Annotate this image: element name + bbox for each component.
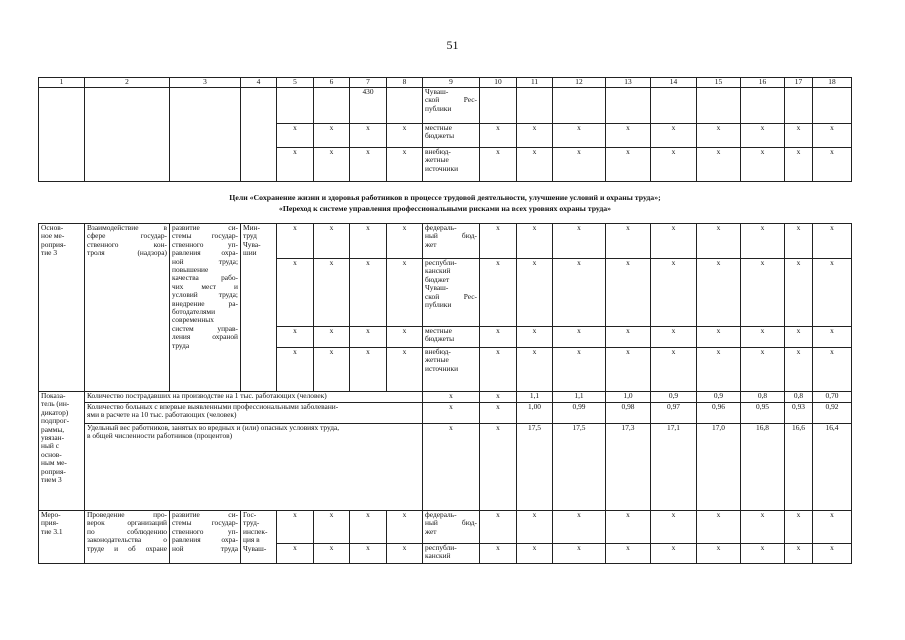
funding-source: внебюд- жетные источники: [423, 348, 480, 392]
column-number: 6: [314, 78, 350, 88]
measure-goal: развитие си- стемы государ- ственного уп- равления охра- ной труда; повышение качества рабо- чих мест и условий труда; внедрение ра- ботодателями современных систем управ- ления охраной труда: [170, 224, 241, 392]
indicator-row: [39, 403, 852, 424]
cell-value: x: [741, 544, 785, 564]
cell-value: x: [553, 148, 606, 182]
goal-heading: [39, 182, 852, 224]
funding-source: республи- канский: [423, 544, 480, 564]
cell-c5: x: [277, 544, 314, 564]
cell-c6: [314, 88, 350, 124]
column-number: 13: [606, 78, 651, 88]
column-number: 11: [517, 78, 553, 88]
measure-title: Проведение про- верок организаций по соблюдению законодательства о труде и об охране: [85, 511, 170, 564]
cell-value: x: [517, 259, 553, 327]
indicator-value: 1,1: [517, 392, 553, 403]
cell-c8: [387, 88, 423, 124]
indicator-row: [39, 392, 852, 403]
indicator-name: Количество больных с впервые выявленными профессиональными заболевани- ями в расчете на 10 тыс. работающих (человек): [85, 403, 423, 424]
cell-c5: x: [277, 327, 314, 348]
cell-c5: x: [277, 224, 314, 259]
column-number: 9: [423, 78, 480, 88]
cell-value: x: [553, 348, 606, 392]
cell-value: x: [741, 124, 785, 148]
indicator-value: 0,8: [785, 392, 813, 403]
cell-c8: x: [387, 124, 423, 148]
cell-value: x: [697, 327, 741, 348]
cell-value: x: [651, 124, 697, 148]
column-number: 1: [39, 78, 85, 88]
empty-cell: [85, 88, 170, 182]
cell-value: x: [517, 327, 553, 348]
cell-value: x: [480, 544, 517, 564]
cell-c6: x: [314, 348, 350, 392]
cell-value: x: [553, 327, 606, 348]
indicator-value: 16,4: [813, 424, 852, 511]
indicator-value: 1,00: [517, 403, 553, 424]
cell-value: x: [553, 544, 606, 564]
cell-value: x: [697, 511, 741, 544]
cell-c6: x: [314, 544, 350, 564]
indicator-value: 0,95: [741, 403, 785, 424]
cell-c7: x: [350, 148, 387, 182]
indicator-name: Количество пострадавших на производстве на 1 тыс. работающих (человек): [85, 392, 423, 403]
cell-value: x: [785, 148, 813, 182]
cell-c6: x: [314, 148, 350, 182]
indicator-value: 0,93: [785, 403, 813, 424]
cell-c5: [277, 88, 314, 124]
cell-value: x: [606, 327, 651, 348]
cell-value: [480, 88, 517, 124]
cell-c7: x: [350, 348, 387, 392]
cell-c8: x: [387, 148, 423, 182]
budget-table-sheet: [38, 77, 847, 564]
cell-value: x: [606, 348, 651, 392]
cell-c7: 430: [350, 88, 387, 124]
cell-c6: x: [314, 511, 350, 544]
indicator-value: x: [480, 424, 517, 511]
indicator-value: 0,8: [741, 392, 785, 403]
cell-value: x: [741, 348, 785, 392]
cell-c8: x: [387, 544, 423, 564]
column-number: 15: [697, 78, 741, 88]
cell-value: x: [741, 224, 785, 259]
cell-value: [697, 88, 741, 124]
indicator-value: 17,5: [553, 424, 606, 511]
measure-goal: развитие си- стемы государ- ственного уп- равления охра- ной труда: [170, 511, 241, 564]
cell-value: [741, 88, 785, 124]
cell-c6: x: [314, 259, 350, 327]
cell-value: x: [813, 511, 852, 544]
indicator-value: 17,3: [606, 424, 651, 511]
cell-value: x: [813, 148, 852, 182]
column-number: 16: [741, 78, 785, 88]
cell-value: x: [697, 544, 741, 564]
cell-value: [517, 88, 553, 124]
column-number: 17: [785, 78, 813, 88]
cell-value: x: [813, 224, 852, 259]
cell-c7: x: [350, 124, 387, 148]
cell-value: x: [785, 224, 813, 259]
cell-value: x: [651, 224, 697, 259]
cell-c7: x: [350, 259, 387, 327]
cell-c7: x: [350, 511, 387, 544]
cell-value: [606, 88, 651, 124]
cell-value: x: [651, 327, 697, 348]
column-number: 18: [813, 78, 852, 88]
cell-c8: x: [387, 259, 423, 327]
cell-value: x: [606, 259, 651, 327]
empty-cell: [241, 88, 277, 182]
cell-value: x: [741, 327, 785, 348]
indicator-value: 1,1: [553, 392, 606, 403]
indicator-value: 17,1: [651, 424, 697, 511]
cell-9: x: [423, 403, 480, 424]
column-number: 5: [277, 78, 314, 88]
indicator-value: 16,6: [785, 424, 813, 511]
indicator-value: 0,99: [553, 403, 606, 424]
indicator-value: 16,8: [741, 424, 785, 511]
indicator-value: 0,97: [651, 403, 697, 424]
cell-value: x: [480, 148, 517, 182]
cell-c8: x: [387, 327, 423, 348]
cell-value: x: [651, 259, 697, 327]
indicator-name: Удельный вес работников, занятых во вредных и (или) опасных условиях труда, в общей численности работников (процентов): [85, 424, 423, 511]
indicator-value: 1,0: [606, 392, 651, 403]
cell-value: x: [480, 327, 517, 348]
indicator-value: x: [480, 403, 517, 424]
goal-text: Цели «Сохранение жизни и здоровья работников в процессе трудовой деятельности, улучшение условий и охраны труда»; «Переход к системе управления профессиональными рисками на всех уровнях охраны труда»: [229, 192, 661, 213]
cell-value: [813, 88, 852, 124]
cell-c5: x: [277, 511, 314, 544]
cell-value: x: [813, 327, 852, 348]
indicator-value: 17,0: [697, 424, 741, 511]
funding-source: Чуваш- ской Рес- публики: [423, 88, 480, 124]
indicator-row: [39, 424, 852, 511]
table-row: [39, 88, 852, 124]
funding-source: местные бюджеты: [423, 327, 480, 348]
cell-value: x: [697, 224, 741, 259]
cell-9: x: [423, 424, 480, 511]
measure-label: Основ- ное ме- роприя- тие 3: [39, 224, 85, 392]
funding-source: федераль- ный бюд- жет: [423, 511, 480, 544]
cell-value: x: [813, 348, 852, 392]
cell-c7: x: [350, 224, 387, 259]
empty-cell: [39, 88, 85, 182]
column-number: 7: [350, 78, 387, 88]
column-number: 2: [85, 78, 170, 88]
cell-value: x: [813, 259, 852, 327]
cell-value: x: [517, 348, 553, 392]
measure-executor: Гос- труд- инспек- ция в Чуваш-: [241, 511, 277, 564]
cell-c7: x: [350, 544, 387, 564]
cell-value: [553, 88, 606, 124]
measure-label: Меро- прия- тие 3.1: [39, 511, 85, 564]
column-number: 8: [387, 78, 423, 88]
indicator-value: 0,92: [813, 403, 852, 424]
cell-value: x: [606, 124, 651, 148]
funding-source: федераль- ный бюд- жет: [423, 224, 480, 259]
cell-value: [651, 88, 697, 124]
funding-source: республи- канский бюджет Чуваш- ской Рес- публики: [423, 259, 480, 327]
empty-cell: [170, 88, 241, 182]
cell-value: x: [813, 544, 852, 564]
cell-value: x: [517, 511, 553, 544]
cell-c6: x: [314, 124, 350, 148]
cell-value: x: [553, 511, 606, 544]
cell-value: x: [651, 511, 697, 544]
page-number: 51: [446, 38, 459, 52]
cell-value: x: [697, 148, 741, 182]
funding-source: местные бюджеты: [423, 124, 480, 148]
indicator-value: 0,70: [813, 392, 852, 403]
goal-row: [39, 182, 852, 224]
cell-c7: x: [350, 327, 387, 348]
cell-value: x: [517, 544, 553, 564]
cell-value: x: [741, 511, 785, 544]
cell-value: x: [785, 259, 813, 327]
cell-value: x: [553, 224, 606, 259]
cell-value: x: [480, 224, 517, 259]
cell-value: x: [606, 224, 651, 259]
cell-value: x: [697, 259, 741, 327]
measure-title: Взаимодействие в сфере государ- ственного кон- троля (надзора): [85, 224, 170, 392]
cell-value: x: [553, 124, 606, 148]
cell-value: x: [785, 511, 813, 544]
indicator-value: 0,98: [606, 403, 651, 424]
cell-value: x: [785, 544, 813, 564]
column-number: 14: [651, 78, 697, 88]
column-number: 12: [553, 78, 606, 88]
cell-c8: x: [387, 511, 423, 544]
cell-value: x: [606, 148, 651, 182]
indicator-value: 0,96: [697, 403, 741, 424]
table-row: [39, 511, 852, 544]
cell-c5: x: [277, 148, 314, 182]
cell-value: x: [517, 124, 553, 148]
cell-c6: x: [314, 327, 350, 348]
budget-table: [38, 77, 852, 564]
measure-executor: Мин- труд Чува- шии: [241, 224, 277, 392]
cell-c5: x: [277, 348, 314, 392]
cell-c5: x: [277, 124, 314, 148]
cell-c8: x: [387, 348, 423, 392]
indicator-value: 0,9: [651, 392, 697, 403]
indicator-value: 17,5: [517, 424, 553, 511]
cell-value: x: [517, 224, 553, 259]
indicator-label: Показа- тель (ин- дикатор) подпрог- раммы, увязан- ный с основ- ным ме- роприя- тием 3: [39, 392, 85, 511]
cell-value: x: [606, 511, 651, 544]
cell-value: x: [785, 124, 813, 148]
cell-value: x: [480, 511, 517, 544]
cell-value: x: [813, 124, 852, 148]
column-number: 4: [241, 78, 277, 88]
cell-value: x: [480, 348, 517, 392]
cell-value: x: [651, 348, 697, 392]
funding-source: внебюд- жетные источники: [423, 148, 480, 182]
cell-value: [785, 88, 813, 124]
indicator-value: x: [480, 392, 517, 403]
indicator-value: 0,9: [697, 392, 741, 403]
table-row: [39, 224, 852, 259]
cell-value: x: [553, 259, 606, 327]
cell-value: x: [785, 348, 813, 392]
cell-value: x: [651, 148, 697, 182]
header-row: [39, 78, 852, 88]
cell-c5: x: [277, 259, 314, 327]
cell-value: x: [606, 544, 651, 564]
column-number: 3: [170, 78, 241, 88]
cell-value: x: [741, 148, 785, 182]
cell-value: x: [480, 259, 517, 327]
cell-value: x: [517, 148, 553, 182]
cell-c8: x: [387, 224, 423, 259]
cell-value: x: [785, 327, 813, 348]
cell-value: x: [741, 259, 785, 327]
cell-9: x: [423, 392, 480, 403]
cell-value: x: [651, 544, 697, 564]
column-number: 10: [480, 78, 517, 88]
cell-value: x: [697, 348, 741, 392]
cell-value: x: [697, 124, 741, 148]
cell-c6: x: [314, 224, 350, 259]
cell-value: x: [480, 124, 517, 148]
